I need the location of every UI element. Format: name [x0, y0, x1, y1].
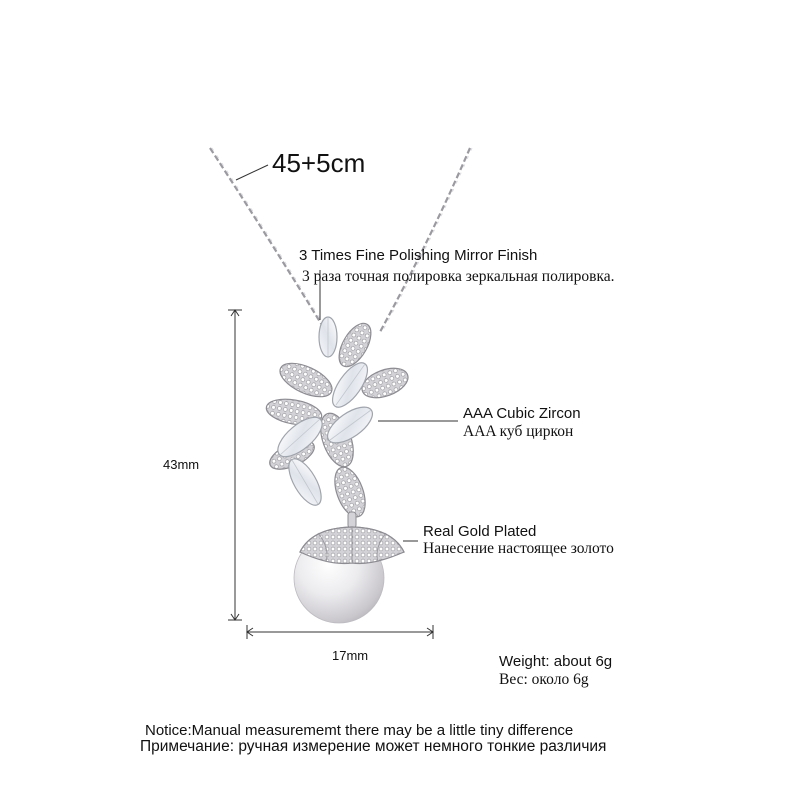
width-dimension [247, 625, 433, 639]
polish-label-en: 3 Times Fine Polishing Mirror Finish [299, 247, 538, 264]
pendant-flower [264, 317, 412, 521]
height-dimension [228, 310, 242, 620]
polish-label-ru: 3 раза точная полировка зеркальная полировка. [302, 268, 615, 285]
notice-label-en: Notice:Manual measurememt there may be a little tiny difference [145, 722, 574, 739]
width-label: 17mm [332, 648, 369, 663]
gold-label-ru: Нанесение настоящее золото [423, 540, 614, 557]
height-label: 43mm [163, 457, 200, 472]
zircon-label-en: AAA Cubic Zircon [463, 405, 581, 422]
weight-label-ru: Вес: около 6g [499, 671, 589, 688]
zircon-label-ru: AAA куб циркон [463, 423, 574, 440]
notice-label-ru: Примечание: ручная измерение может немного тонкие различия [140, 738, 607, 755]
weight-label-en: Weight: about 6g [499, 653, 613, 670]
gold-label-en: Real Gold Plated [423, 523, 537, 540]
chain-length-label: 45+5cm [272, 148, 366, 178]
chain-length-leader [236, 165, 268, 180]
